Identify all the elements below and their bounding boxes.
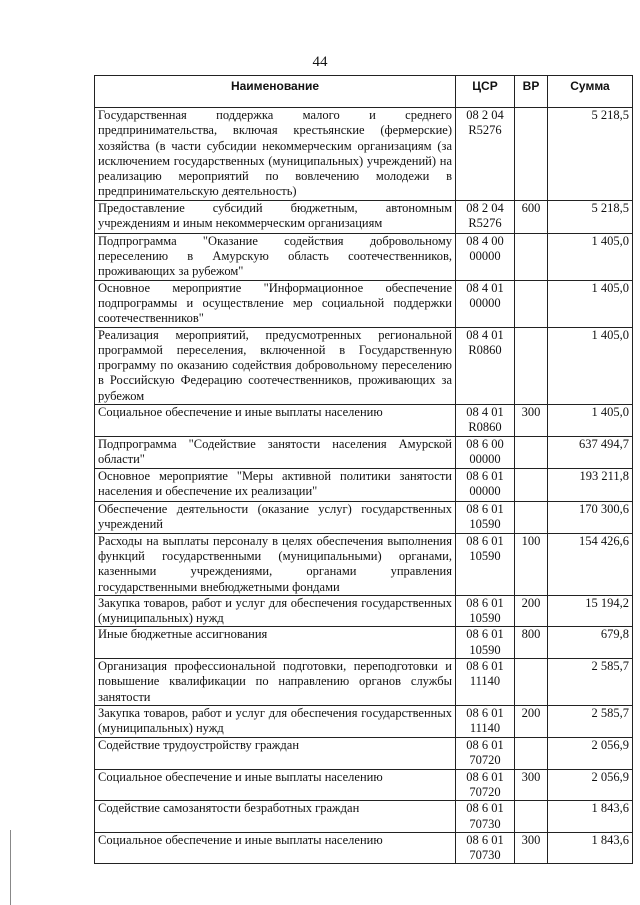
row-name: Реализация мероприятий, предусмотренных региональной программой переселения, включенной в Государственную программу по оказанию содействия добровольному переселению в Российскую Федерацию соотечественников, проживающих за рубежом <box>95 327 456 404</box>
row-sum: 1 843,6 <box>548 801 633 833</box>
row-csr: 08 4 01 R0860 <box>456 327 515 404</box>
row-vr <box>515 327 548 404</box>
row-sum: 15 194,2 <box>548 595 633 627</box>
table-row <box>95 280 633 327</box>
row-csr: 08 6 01 11140 <box>456 659 515 706</box>
row-sum: 1 405,0 <box>548 327 633 404</box>
row-vr <box>515 659 548 706</box>
row-csr: 08 6 01 70730 <box>456 832 515 864</box>
row-csr: 08 6 01 11140 <box>456 706 515 738</box>
table-row <box>95 200 633 233</box>
row-name: Закупка товаров, работ и услуг для обеспечения государственных (муниципальных) нужд <box>95 595 456 627</box>
row-sum: 2 585,7 <box>548 706 633 738</box>
row-vr <box>515 280 548 327</box>
row-vr: 300 <box>515 405 548 437</box>
table-row <box>95 595 633 627</box>
row-sum: 1 405,0 <box>548 280 633 327</box>
row-name: Предоставление субсидий бюджетным, автономным учреждениям и иным некоммерческим организациям <box>95 200 456 233</box>
row-name: Расходы на выплаты персоналу в целях обеспечения выполнения функций государственными (муниципальными) органами, казенными учреждениями, органами управления государственными внебюджетными фондами <box>95 533 456 595</box>
scan-edge-line <box>10 830 11 905</box>
row-name: Организация профессиональной подготовки, переподготовки и повышение квалификации по направлению органов службы занятости <box>95 659 456 706</box>
row-sum: 5 218,5 <box>548 200 633 233</box>
row-vr <box>515 437 548 469</box>
row-csr: 08 6 01 10590 <box>456 595 515 627</box>
row-name: Государственная поддержка малого и среднего предпринимательства, включая крестьянские (фермерские) хозяйства (в части субсидии некоммерческим организациям (за исключением государственных (муниципальных) учреждений) на реализацию мероприятий по вовлечению молодежи в предпринимательскую деятельность) <box>95 108 456 201</box>
row-csr: 08 6 01 70720 <box>456 769 515 801</box>
page-number: 44 <box>312 54 328 70</box>
row-vr: 100 <box>515 533 548 595</box>
row-name: Подпрограмма "Содействие занятости населения Амурской области" <box>95 437 456 469</box>
table-row <box>95 233 633 280</box>
row-csr: 08 6 01 00000 <box>456 468 515 501</box>
row-sum: 2 056,9 <box>548 738 633 770</box>
row-vr <box>515 468 548 501</box>
budget-table <box>94 75 633 864</box>
table-row <box>95 659 633 706</box>
row-name: Содействие трудоустройству граждан <box>95 738 456 770</box>
row-csr: 08 6 01 10590 <box>456 533 515 595</box>
row-vr <box>515 738 548 770</box>
table-row <box>95 706 633 738</box>
row-vr: 200 <box>515 706 548 738</box>
row-sum: 2 056,9 <box>548 769 633 801</box>
row-sum: 637 494,7 <box>548 437 633 469</box>
row-name: Основное мероприятие "Информационное обеспечение подпрограммы и осуществление мер социальной поддержки соотечественников" <box>95 280 456 327</box>
row-name: Иные бюджетные ассигнования <box>95 627 456 659</box>
row-name: Социальное обеспечение и иные выплаты населению <box>95 769 456 801</box>
row-csr: 08 4 01 00000 <box>456 280 515 327</box>
row-csr: 08 4 00 00000 <box>456 233 515 280</box>
row-csr: 08 6 01 10590 <box>456 501 515 533</box>
row-vr <box>515 501 548 533</box>
row-vr <box>515 108 548 201</box>
table-row <box>95 327 633 404</box>
row-vr <box>515 233 548 280</box>
header-vr: ВР <box>515 76 548 108</box>
row-csr: 08 6 00 00000 <box>456 437 515 469</box>
table-row <box>95 832 633 864</box>
row-sum: 679,8 <box>548 627 633 659</box>
table-row <box>95 108 633 201</box>
row-sum: 5 218,5 <box>548 108 633 201</box>
row-vr: 800 <box>515 627 548 659</box>
table-header-row <box>95 76 633 108</box>
row-name: Социальное обеспечение и иные выплаты населению <box>95 405 456 437</box>
row-name: Подпрограмма "Оказание содействия добровольному переселению в Амурскую область соотечественников, проживающих за рубежом" <box>95 233 456 280</box>
table-row <box>95 533 633 595</box>
row-vr: 200 <box>515 595 548 627</box>
table-row <box>95 468 633 501</box>
row-csr: 08 2 04 R5276 <box>456 108 515 201</box>
row-vr: 300 <box>515 832 548 864</box>
table-row <box>95 738 633 770</box>
row-sum: 1 405,0 <box>548 233 633 280</box>
row-sum: 1 843,6 <box>548 832 633 864</box>
table-row <box>95 627 633 659</box>
table-row <box>95 405 633 437</box>
row-sum: 193 211,8 <box>548 468 633 501</box>
row-name: Социальное обеспечение и иные выплаты населению <box>95 832 456 864</box>
table-row <box>95 769 633 801</box>
header-sum: Сумма <box>548 76 633 108</box>
row-sum: 154 426,6 <box>548 533 633 595</box>
header-name: Наименование <box>95 76 456 108</box>
row-name: Содействие самозанятости безработных граждан <box>95 801 456 833</box>
row-csr: 08 4 01 R0860 <box>456 405 515 437</box>
table-body <box>95 108 633 864</box>
table-row <box>95 801 633 833</box>
header-csr: ЦСР <box>456 76 515 108</box>
row-sum: 1 405,0 <box>548 405 633 437</box>
row-vr: 600 <box>515 200 548 233</box>
row-csr: 08 6 01 70720 <box>456 738 515 770</box>
table-row <box>95 437 633 469</box>
table-row <box>95 501 633 533</box>
row-sum: 2 585,7 <box>548 659 633 706</box>
row-vr: 300 <box>515 769 548 801</box>
row-name: Закупка товаров, работ и услуг для обеспечения государственных (муниципальных) нужд <box>95 706 456 738</box>
row-csr: 08 2 04 R5276 <box>456 200 515 233</box>
row-name: Обеспечение деятельности (оказание услуг) государственных учреждений <box>95 501 456 533</box>
row-csr: 08 6 01 10590 <box>456 627 515 659</box>
row-name: Основное мероприятие "Меры активной политики занятости населения и обеспечение их реализации" <box>95 468 456 501</box>
row-sum: 170 300,6 <box>548 501 633 533</box>
row-csr: 08 6 01 70730 <box>456 801 515 833</box>
row-vr <box>515 801 548 833</box>
